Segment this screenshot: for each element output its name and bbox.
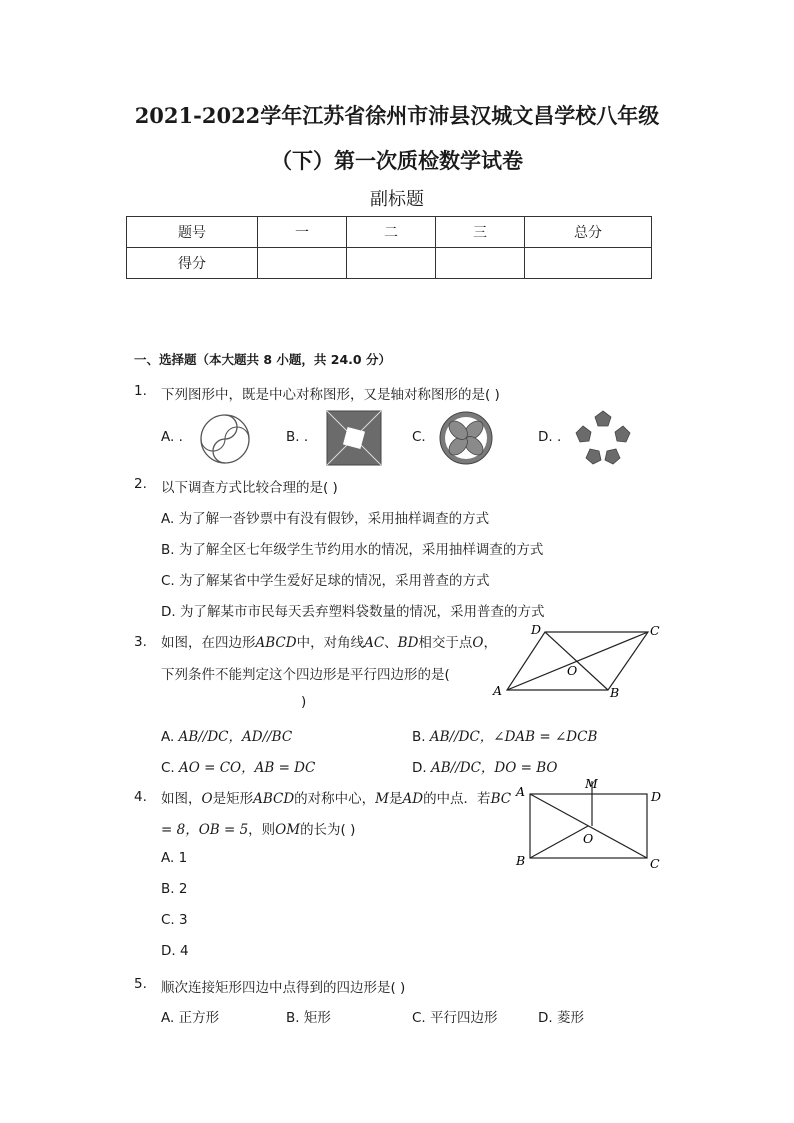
score-cell-total: 总分 (525, 217, 652, 248)
q4-text: 是矩形 (212, 791, 254, 807)
q3-option-b[interactable] (412, 725, 597, 745)
q4-label-a: A (516, 784, 526, 799)
question-4-line1 (161, 787, 511, 807)
q3-math: BD (397, 635, 419, 651)
q1-option-b-figure (326, 410, 382, 466)
q4-math: M (375, 791, 389, 807)
q1-option-d-label[interactable]: D. . (538, 429, 562, 445)
exam-title-line2: （下）第一次质检数学试卷 (271, 148, 523, 173)
score-row-label: 得分 (127, 248, 258, 279)
q2-option-c[interactable]: C. 为了解某省中学生爱好足球的情况，采用普查的方式 (161, 573, 490, 589)
question-number: 3. (134, 634, 147, 650)
q3-label-a: A (493, 683, 503, 698)
q4-option-d[interactable]: D. 4 (161, 943, 189, 959)
exam-title-line1: 2021-2022学年江苏省徐州市沛县汉城文昌学校八年级 (134, 103, 660, 128)
q3-label-b: B (610, 685, 620, 700)
score-cell-part3: 三 (436, 217, 525, 248)
q4-math: = 8，OB = 5 (161, 822, 249, 838)
q4-text: 是 (388, 791, 403, 807)
q3-option-letter: D. (412, 760, 427, 776)
q3-option-a[interactable] (161, 725, 292, 745)
q3-math: AC (364, 635, 385, 651)
q3-label-o: O (567, 663, 578, 678)
score-cell-part1: 一 (258, 217, 347, 248)
q3-option-letter: A. (161, 729, 175, 745)
q3-option-letter: C. (161, 760, 175, 776)
score-input-part1[interactable] (258, 248, 347, 279)
question-3-line1 (161, 631, 497, 651)
score-input-part2[interactable] (347, 248, 436, 279)
score-input-total[interactable] (525, 248, 652, 279)
q1-option-d-figure (574, 409, 632, 465)
q1-option-a-label[interactable]: A. . (161, 429, 183, 445)
q4-text: 如图， (161, 791, 202, 807)
q5-option-d[interactable]: D. 菱形 (538, 1010, 584, 1026)
q4-math: OM (275, 822, 301, 838)
q4-option-c[interactable]: C. 3 (161, 912, 188, 928)
q1-option-c-figure (438, 410, 494, 466)
q3-math: ABCD (255, 635, 297, 651)
question-number: 4. (134, 789, 147, 805)
q3-option-letter: B. (412, 729, 426, 745)
q4-math: BC (490, 791, 512, 807)
q4-rectangle-figure (512, 776, 672, 876)
q3-option-c[interactable] (161, 756, 315, 776)
score-cell-part2: 二 (347, 217, 436, 248)
question-1-text: 下列图形中，既是中心对称图形，又是轴对称图形的是( ) (161, 387, 500, 403)
exam-subtitle: 副标题 (370, 189, 424, 210)
question-number: 5. (134, 976, 147, 992)
question-4-line2 (161, 818, 355, 838)
score-table (126, 216, 652, 279)
question-3-line3: ) (301, 694, 307, 710)
q3-text: 、 (384, 635, 398, 651)
q3-label-c: C (650, 623, 660, 638)
q3-text: 如图，在四边形 (161, 635, 256, 651)
q4-label-o: O (583, 831, 594, 846)
q1-option-b-label[interactable]: B. . (286, 429, 309, 445)
q3-option-math: AB//DC，AD//BC (178, 729, 293, 745)
score-table-score-row (127, 248, 652, 279)
q2-option-a[interactable]: A. 为了解一沓钞票中有没有假钞，采用抽样调查的方式 (161, 511, 490, 527)
q4-math: ABCD (253, 791, 295, 807)
question-3-line2: 下列条件不能判定这个四边形是平行四边形的是( (161, 667, 450, 683)
q4-math: AD (402, 791, 424, 807)
q3-option-math: AB//DC，∠DAB = ∠DCB (429, 729, 598, 745)
q4-text: 的对称中心， (294, 791, 376, 807)
q4-math: O (201, 791, 213, 807)
q1-option-a-figure (199, 413, 251, 465)
q3-label-d: D (531, 622, 542, 637)
score-table-header-row (127, 217, 652, 248)
q4-label-d: D (651, 789, 662, 804)
q3-parallelogram-figure (490, 620, 666, 700)
q3-text: ， (483, 635, 497, 651)
q3-text: 相交于点 (418, 635, 473, 651)
q4-label-c: C (650, 856, 660, 871)
q2-option-d[interactable]: D. 为了解某市市民每天丢弃塑料袋数量的情况，采用普查的方式 (161, 604, 545, 620)
q4-text: 的中点．若 (423, 791, 491, 807)
question-2-text: 以下调查方式比较合理的是( ) (161, 480, 338, 496)
q4-label-m: M (585, 776, 598, 791)
q4-label-b: B (516, 853, 526, 868)
score-cell-title: 题号 (127, 217, 258, 248)
question-5-text: 顺次连接矩形四边中点得到的四边形是( ) (161, 980, 406, 996)
q5-option-a[interactable]: A. 正方形 (161, 1010, 220, 1026)
question-number: 2. (134, 476, 147, 492)
q2-option-b[interactable]: B. 为了解全区七年级学生节约用水的情况，采用抽样调查的方式 (161, 542, 544, 558)
q5-option-c[interactable]: C. 平行四边形 (412, 1010, 498, 1026)
question-number: 1. (134, 383, 147, 399)
q4-option-b[interactable]: B. 2 (161, 881, 188, 897)
score-input-part3[interactable] (436, 248, 525, 279)
q4-text: 的长为( ) (300, 822, 356, 838)
section-heading: 一、选择题（本大题共 8 小题，共 24.0 分） (134, 352, 391, 367)
q5-option-b[interactable]: B. 矩形 (286, 1010, 331, 1026)
q3-option-math: AB//DC，DO = BO (430, 760, 558, 776)
q4-text: ，则 (248, 822, 276, 838)
q3-math: O (472, 635, 484, 651)
q3-text: 中，对角线 (296, 635, 365, 651)
q4-option-a[interactable]: A. 1 (161, 850, 188, 866)
q3-option-math: AO = CO，AB = DC (179, 760, 316, 776)
q3-option-d[interactable] (412, 756, 557, 776)
q1-option-c-label[interactable]: C. (412, 429, 426, 445)
